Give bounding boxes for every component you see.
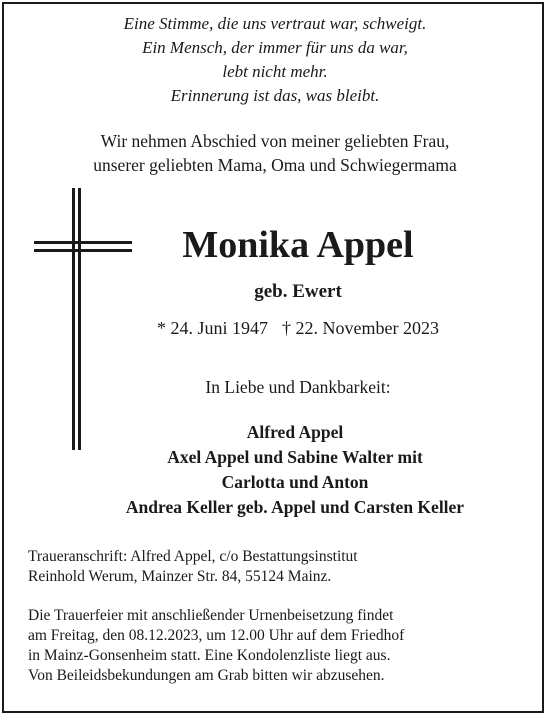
poem-line: Erinnerung ist das, was bleibt. xyxy=(170,86,380,105)
ceremony-line: am Freitag, den 08.12.2023, um 12.00 Uhr auf dem Friedhof xyxy=(28,627,405,644)
mourner: Andrea Keller geb. Appel und Carsten Keller xyxy=(125,497,465,517)
deceased-name: Monika Appel xyxy=(182,224,414,266)
intro-line: Wir nehmen Abschied von meiner geliebten Frau, xyxy=(100,131,450,151)
address-line: Traueranschrift: Alfred Appel, c/o Bestattungsinstitut xyxy=(28,548,358,565)
mourning-address xyxy=(28,547,528,587)
poem-line: lebt nicht mehr. xyxy=(222,62,328,81)
maiden-name: geb. Ewert xyxy=(254,281,342,302)
farewell-intro xyxy=(0,129,550,177)
intro-line: unserer geliebten Mama, Oma und Schwiegermama xyxy=(93,155,457,175)
life-dates xyxy=(100,316,496,340)
poem xyxy=(0,12,550,108)
birth-date: * 24. Juni 1947 xyxy=(157,318,269,338)
mourner: Carlotta und Anton xyxy=(221,472,369,492)
ceremony-line: Von Beileidsbekundungen am Grab bitten wir abzusehen. xyxy=(28,667,385,684)
death-date: † 22. November 2023 xyxy=(282,318,439,338)
address-line: Reinhold Werum, Mainzer Str. 84, 55124 Mainz. xyxy=(28,568,332,585)
dedication: In Liebe und Dankbarkeit: xyxy=(205,377,391,397)
poem-line: Eine Stimme, die uns vertraut war, schweigt. xyxy=(123,14,427,33)
ceremony-line: in Mainz-Gonsenheim statt. Eine Kondolenzliste liegt aus. xyxy=(28,647,391,664)
poem-line: Ein Mensch, der immer für uns da war, xyxy=(142,38,408,57)
ceremony-line: Die Trauerfeier mit anschließender Urnenbeisetzung findet xyxy=(28,607,394,624)
mourners-list xyxy=(0,420,550,520)
ceremony-notice xyxy=(28,606,528,686)
mourner: Alfred Appel xyxy=(246,422,344,442)
mourner: Axel Appel und Sabine Walter mit xyxy=(167,447,423,467)
